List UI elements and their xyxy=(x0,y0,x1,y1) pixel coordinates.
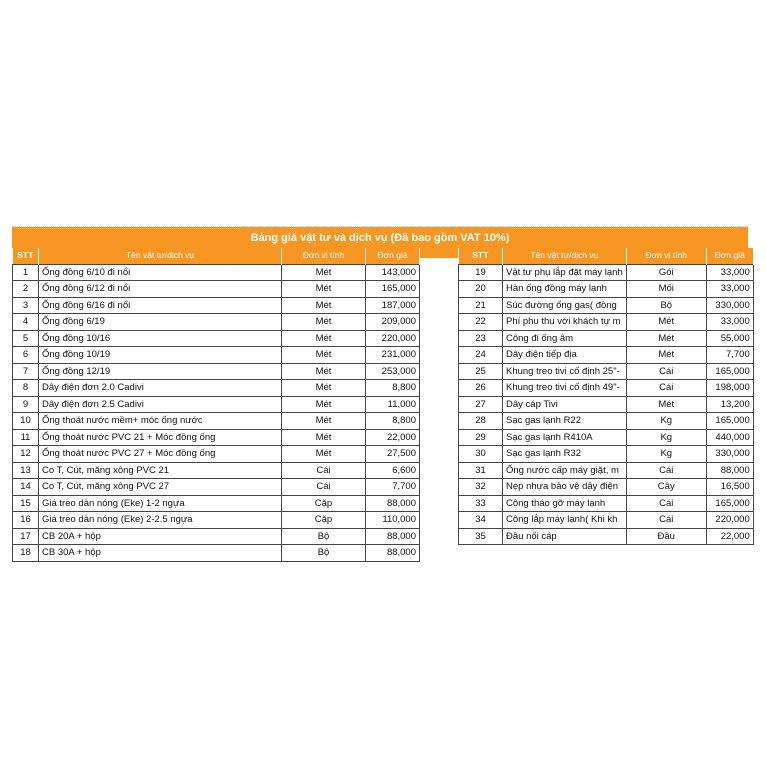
row-price: 22,000 xyxy=(706,528,753,545)
row-stt: 24 xyxy=(459,347,503,364)
row-name: Ống đồng 6/19 xyxy=(39,314,282,331)
header-row xyxy=(459,248,754,264)
row-unit: Mét xyxy=(282,281,366,298)
row-stt: 12 xyxy=(13,446,39,463)
row-price: 6,600 xyxy=(366,462,420,479)
table-row xyxy=(13,330,420,347)
table-row xyxy=(459,413,754,430)
row-name: Sạc gas lạnh R410A xyxy=(503,429,627,446)
table-row xyxy=(13,545,420,562)
row-name: Ống đồng 10/19 xyxy=(39,347,282,364)
row-unit: Cái xyxy=(282,462,366,479)
row-unit: Cái xyxy=(626,512,706,529)
row-unit: Mét xyxy=(282,347,366,364)
row-unit: Mét xyxy=(282,297,366,314)
row-stt: 28 xyxy=(459,413,503,430)
row-name: Sạc gas lạnh R32 xyxy=(503,446,627,463)
price-table-right xyxy=(458,248,754,545)
row-stt: 34 xyxy=(459,512,503,529)
row-stt: 22 xyxy=(459,314,503,331)
header-price: Đơn giá xyxy=(706,248,753,264)
table-row xyxy=(459,281,754,298)
row-name: Sạc gas lạnh R22 xyxy=(503,413,627,430)
table-title xyxy=(12,227,748,248)
row-name: Vật tư phụ lắp đặt máy lạnh xyxy=(503,264,627,281)
table-row xyxy=(13,528,420,545)
row-unit: Kg xyxy=(626,446,706,463)
row-stt: 8 xyxy=(13,380,39,397)
header-name: Tên vật tư/dịch vụ xyxy=(39,248,282,264)
row-stt: 19 xyxy=(459,264,503,281)
row-price: 88,000 xyxy=(366,528,420,545)
row-stt: 10 xyxy=(13,413,39,430)
row-name: Co T, Cút, măng xông PVC 21 xyxy=(39,462,282,479)
row-name: Phí phụ thu với khách tự m xyxy=(503,314,627,331)
row-name: Công tháo gỡ máy lạnh xyxy=(503,495,627,512)
row-price: 165,000 xyxy=(706,495,753,512)
table-row xyxy=(13,264,420,281)
row-price: 165,000 xyxy=(706,413,753,430)
row-unit: Mét xyxy=(282,446,366,463)
header-row xyxy=(13,248,420,264)
row-stt: 7 xyxy=(13,363,39,380)
row-stt: 1 xyxy=(13,264,39,281)
row-stt: 11 xyxy=(13,429,39,446)
row-price: 440,000 xyxy=(706,429,753,446)
row-name: Hàn ống đồng máy lạnh xyxy=(503,281,627,298)
row-price: 198,000 xyxy=(706,380,753,397)
row-name: CB 30A + hộp xyxy=(39,545,282,562)
row-stt: 31 xyxy=(459,462,503,479)
row-stt: 9 xyxy=(13,396,39,413)
row-unit: Cái xyxy=(626,380,706,397)
row-name: Co T, Cút, măng xông PVC 27 xyxy=(39,479,282,496)
row-unit: Mét xyxy=(626,396,706,413)
row-price: 165,000 xyxy=(366,281,420,298)
row-name: Ống đồng 12/19 xyxy=(39,363,282,380)
row-price: 110,000 xyxy=(366,512,420,529)
row-price: 88,000 xyxy=(706,462,753,479)
row-price: 231,000 xyxy=(366,347,420,364)
row-name: Ống thoát nước PVC 27 + Móc đồng ống xyxy=(39,446,282,463)
table-row xyxy=(13,380,420,397)
row-unit: Kg xyxy=(626,429,706,446)
row-unit: Mối xyxy=(626,281,706,298)
table-row xyxy=(13,363,420,380)
row-price: 27,500 xyxy=(366,446,420,463)
row-price: 11,000 xyxy=(366,396,420,413)
row-unit: Đầu xyxy=(626,528,706,545)
row-stt: 13 xyxy=(13,462,39,479)
table-row xyxy=(13,297,420,314)
row-unit: Mét xyxy=(282,330,366,347)
row-name: Súc đường ống gas( đồng xyxy=(503,297,627,314)
row-name: Khung treo tivi cố định 49"- xyxy=(503,380,627,397)
row-stt: 27 xyxy=(459,396,503,413)
row-unit: Bộ xyxy=(282,545,366,562)
row-unit: Bộ xyxy=(282,528,366,545)
row-name: Công đi ống âm xyxy=(503,330,627,347)
table-row xyxy=(13,281,420,298)
row-name: Dây cáp Tivi xyxy=(503,396,627,413)
row-name: Ống nước cấp máy giặt, m xyxy=(503,462,627,479)
row-price: 187,000 xyxy=(366,297,420,314)
row-name: CB 20A + hộp xyxy=(39,528,282,545)
row-name: Ống đồng 10/16 xyxy=(39,330,282,347)
row-price: 8,800 xyxy=(366,413,420,430)
row-stt: 23 xyxy=(459,330,503,347)
row-stt: 2 xyxy=(13,281,39,298)
row-unit: Mét xyxy=(282,396,366,413)
row-name: Ống đồng 6/16 đi nổi xyxy=(39,297,282,314)
row-stt: 16 xyxy=(13,512,39,529)
row-price: 22,000 xyxy=(366,429,420,446)
table-row xyxy=(13,512,420,529)
row-unit: Gói xyxy=(626,264,706,281)
row-name: Ống thoát nước PVC 21 + Móc đồng ống xyxy=(39,429,282,446)
row-unit: Mét xyxy=(282,363,366,380)
header-unit: Đơn vị tính xyxy=(626,248,706,264)
row-price: 7,700 xyxy=(706,347,753,364)
row-unit: Mét xyxy=(282,264,366,281)
gridlines xyxy=(12,218,748,227)
title-text: Bảng giá vật tư và dịch vụ (Đã bao gồm VAT 10%) xyxy=(250,231,510,244)
row-stt: 29 xyxy=(459,429,503,446)
row-unit: Cái xyxy=(282,479,366,496)
table-row xyxy=(459,495,754,512)
table-row xyxy=(459,380,754,397)
row-price: 13,200 xyxy=(706,396,753,413)
table-row xyxy=(459,396,754,413)
row-unit: Cặp xyxy=(282,495,366,512)
table-row xyxy=(13,314,420,331)
row-stt: 32 xyxy=(459,479,503,496)
row-stt: 20 xyxy=(459,281,503,298)
table-row xyxy=(459,479,754,496)
table-row xyxy=(459,314,754,331)
row-unit: Mét xyxy=(282,380,366,397)
table-row xyxy=(459,363,754,380)
row-name: Dây điện đơn 2.5 Cadivi xyxy=(39,396,282,413)
row-name: Ống thoát nước mềm+ móc ống nước xyxy=(39,413,282,430)
row-price: 88,000 xyxy=(366,495,420,512)
table-row xyxy=(459,264,754,281)
row-price: 220,000 xyxy=(366,330,420,347)
row-stt: 35 xyxy=(459,528,503,545)
table-row xyxy=(13,413,420,430)
row-price: 165,000 xyxy=(706,363,753,380)
header-stt: STT xyxy=(13,248,39,264)
table-row xyxy=(13,446,420,463)
row-unit: Mét xyxy=(282,429,366,446)
header-gap xyxy=(418,248,458,258)
row-name: Dây điện đơn 2.0 Cadivi xyxy=(39,380,282,397)
row-price: 209,000 xyxy=(366,314,420,331)
row-name: Ống đồng 6/12 đi nổi xyxy=(39,281,282,298)
row-stt: 30 xyxy=(459,446,503,463)
table-row xyxy=(459,462,754,479)
table-row xyxy=(459,446,754,463)
table-row xyxy=(459,297,754,314)
header-unit: Đơn vị tính xyxy=(282,248,366,264)
table-row xyxy=(459,330,754,347)
row-stt: 5 xyxy=(13,330,39,347)
row-price: 330,000 xyxy=(706,297,753,314)
row-price: 16,500 xyxy=(706,479,753,496)
row-unit: Cái xyxy=(626,363,706,380)
row-price: 330,000 xyxy=(706,446,753,463)
row-price: 253,000 xyxy=(366,363,420,380)
table-row xyxy=(13,396,420,413)
header-stt: STT xyxy=(459,248,503,264)
row-name: Đầu nối cáp xyxy=(503,528,627,545)
table-row xyxy=(13,347,420,364)
row-price: 8,800 xyxy=(366,380,420,397)
row-unit: Mét xyxy=(626,347,706,364)
row-price: 88,000 xyxy=(366,545,420,562)
header-name: Tên vật tư/dịch vụ xyxy=(503,248,627,264)
row-price: 33,000 xyxy=(706,314,753,331)
row-price: 143,000 xyxy=(366,264,420,281)
row-name: Giá treo dàn nóng (Eke) 1-2 ngựa xyxy=(39,495,282,512)
row-stt: 14 xyxy=(13,479,39,496)
table-row xyxy=(459,347,754,364)
row-unit: Mét xyxy=(282,413,366,430)
row-price: 33,000 xyxy=(706,264,753,281)
row-stt: 15 xyxy=(13,495,39,512)
row-name: Giá treo dàn nóng (Eke) 2-2.5 ngựa xyxy=(39,512,282,529)
row-stt: 21 xyxy=(459,297,503,314)
row-price: 33,000 xyxy=(706,281,753,298)
table-row xyxy=(13,479,420,496)
row-unit: Cây xyxy=(626,479,706,496)
row-stt: 18 xyxy=(13,545,39,562)
row-unit: Bộ xyxy=(626,297,706,314)
table-row xyxy=(459,429,754,446)
row-stt: 6 xyxy=(13,347,39,364)
row-stt: 25 xyxy=(459,363,503,380)
row-unit: Cái xyxy=(626,495,706,512)
price-table-left xyxy=(12,248,420,562)
table-row xyxy=(13,462,420,479)
row-name: Ống đồng 6/10 đi nổi xyxy=(39,264,282,281)
row-unit: Kg xyxy=(626,413,706,430)
row-unit: Cặp xyxy=(282,512,366,529)
table-row xyxy=(459,512,754,529)
row-name: Nẹp nhựa bảo vệ dây điện xyxy=(503,479,627,496)
row-stt: 4 xyxy=(13,314,39,331)
row-stt: 17 xyxy=(13,528,39,545)
table-row xyxy=(13,495,420,512)
row-unit: Mét xyxy=(626,330,706,347)
row-unit: Cái xyxy=(626,462,706,479)
table-row xyxy=(13,429,420,446)
row-stt: 26 xyxy=(459,380,503,397)
row-name: Khung treo tivi cố định 25"- xyxy=(503,363,627,380)
row-name: Công lắp máy lạnh( Khi kh xyxy=(503,512,627,529)
row-price: 55,000 xyxy=(706,330,753,347)
row-stt: 3 xyxy=(13,297,39,314)
row-price: 7,700 xyxy=(366,479,420,496)
table-row xyxy=(459,528,754,545)
row-stt: 33 xyxy=(459,495,503,512)
header-price: Đơn giá xyxy=(366,248,420,264)
row-name: Dây điện tiếp địa xyxy=(503,347,627,364)
row-unit: Mét xyxy=(626,314,706,331)
row-price: 220,000 xyxy=(706,512,753,529)
row-unit: Mét xyxy=(282,314,366,331)
